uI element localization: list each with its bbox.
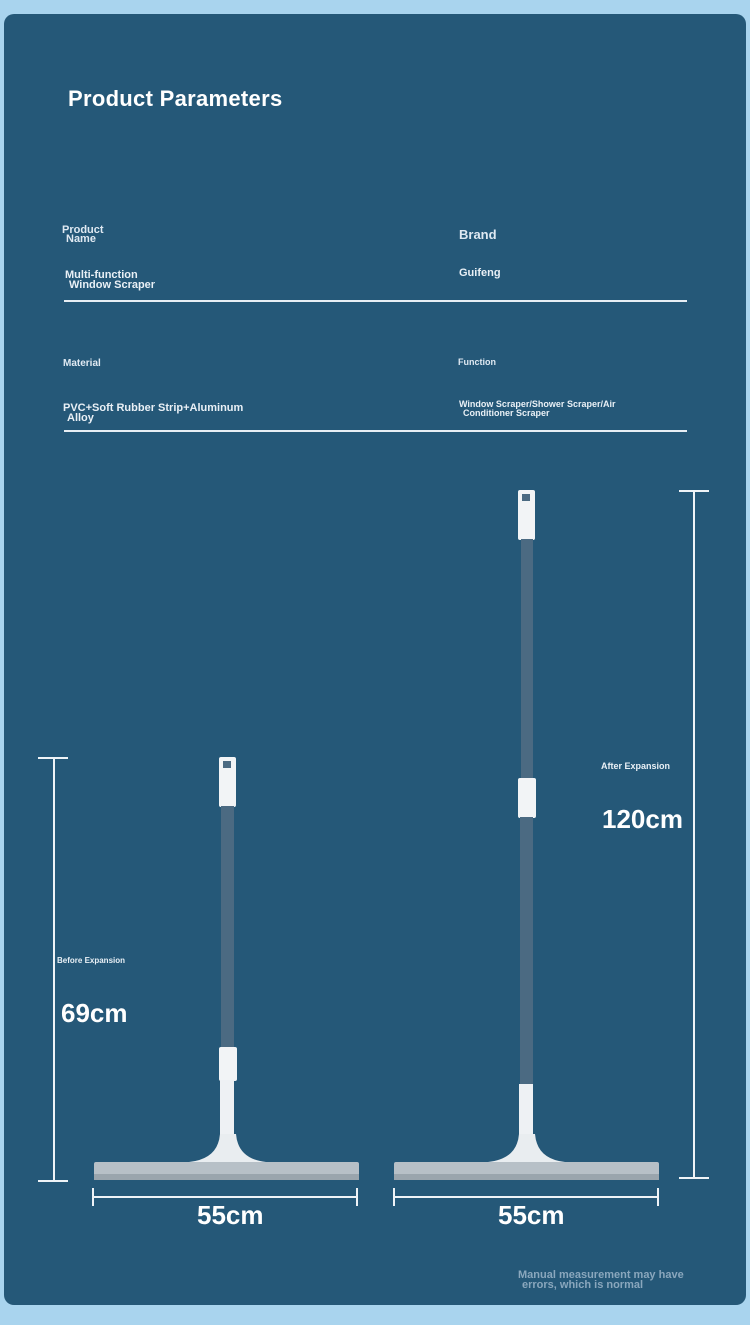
scraper-expanded (394, 490, 659, 1180)
before-expansion-label: Before Expansion (57, 956, 126, 965)
material-value-line2: Alloy (67, 412, 94, 424)
after-height-dimension-line (679, 491, 709, 1178)
product-parameters-panel (4, 14, 746, 1305)
material-label: Material (63, 358, 101, 369)
product-name-label-line1: Product (62, 224, 104, 236)
function-value-line2: Conditioner Scraper (463, 408, 550, 418)
width-dimension-line-left (93, 1188, 357, 1206)
after-height: 120cm (602, 804, 683, 834)
after-expansion-label: After Expansion (601, 761, 671, 771)
note-line2: errors, which is normal (522, 1279, 644, 1291)
material-value-line1: PVC+Soft Rubber Strip+Aluminum (63, 402, 244, 414)
width-dimension-line-right (394, 1188, 658, 1206)
product-name-label-line2: Name (66, 233, 96, 245)
width-left: 55cm (197, 1200, 264, 1230)
brand-label: Brand (459, 227, 497, 242)
brand-value: Guifeng (459, 267, 501, 279)
width-right: 55cm (498, 1200, 565, 1230)
before-height: 69cm (61, 998, 128, 1028)
scraper-collapsed (94, 757, 359, 1180)
product-name-value-line2: Window Scraper (69, 279, 156, 291)
scraper-illustrations (4, 14, 746, 1305)
before-height-dimension-line (38, 758, 68, 1181)
note-line1: Manual measurement may have (518, 1269, 684, 1281)
product-name-value-line1: Multi-function (65, 269, 138, 281)
function-label: Function (458, 357, 496, 367)
page-title: Product Parameters (68, 86, 283, 111)
function-value-line1: Window Scraper/Shower Scraper/Air (459, 399, 616, 409)
